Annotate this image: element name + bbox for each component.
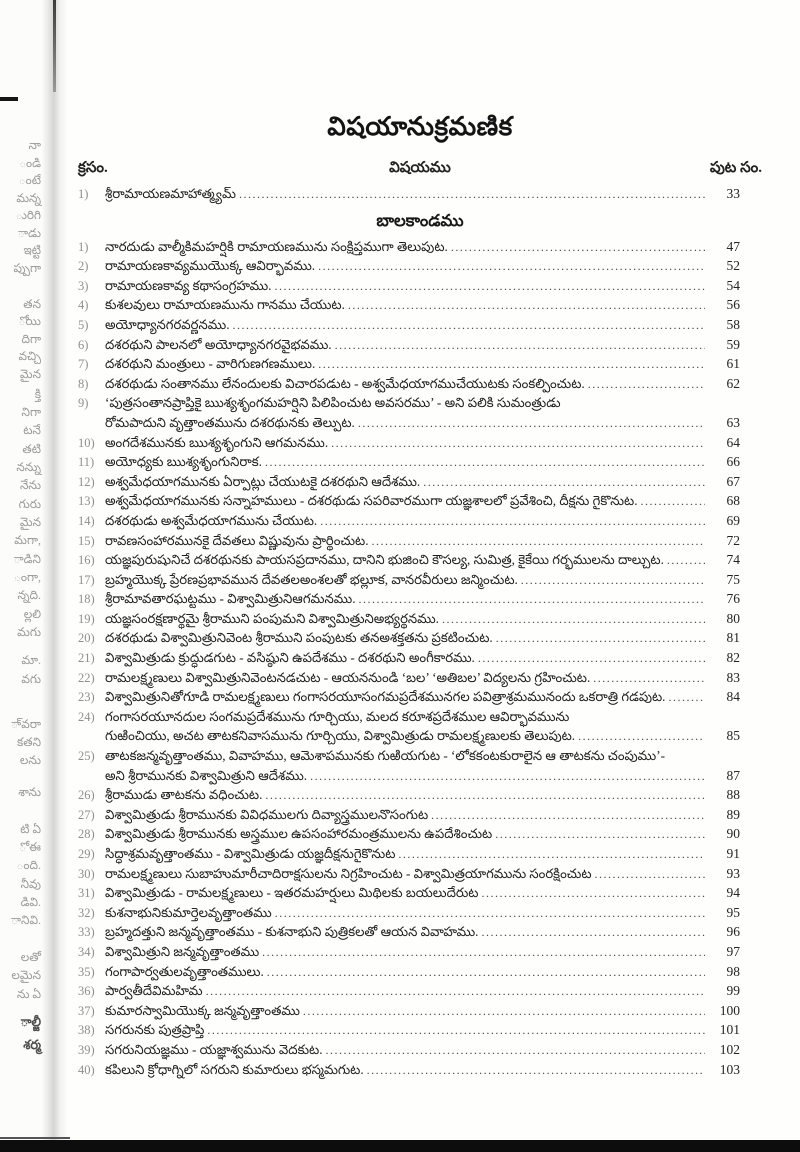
toc-entry-row bbox=[78, 1042, 762, 1062]
leader-dots bbox=[318, 259, 705, 274]
leader-dots bbox=[359, 592, 705, 607]
leader-dots bbox=[207, 1023, 705, 1038]
entry-text: గంగాపార్వతులవృత్తాంతములు. bbox=[105, 963, 264, 979]
entry-page-number: 75 bbox=[726, 571, 740, 587]
leader-dots bbox=[372, 534, 706, 549]
leader-dots bbox=[265, 455, 705, 470]
leader-dots bbox=[398, 847, 705, 862]
bleed-through-fragment: ాడు bbox=[17, 226, 41, 240]
entry-number: 18) bbox=[78, 592, 95, 607]
bleed-through-fragment: తటి bbox=[22, 442, 41, 456]
entry-page-number: 101 bbox=[719, 1022, 740, 1038]
entry-page-number: 62 bbox=[726, 375, 740, 391]
leader-dots bbox=[335, 338, 705, 353]
column-header-serial: క్రసం. bbox=[78, 160, 108, 176]
toc-entry-row bbox=[78, 317, 762, 337]
bleed-through-fragment: ాల్జీ bbox=[20, 1014, 41, 1029]
toc-entry-row bbox=[78, 689, 762, 709]
toc-entry-row bbox=[78, 297, 762, 317]
bleed-through-fragment: లతో bbox=[20, 950, 41, 964]
entry-text: గుఱించియు, అచట తాటకనివాసమును గూర్చియు, విశ్వామిత్రుడు రామలక్ష్మణులకు తెలుపుట. bbox=[105, 728, 576, 744]
entry-text: దశరథుడు సంతానము లేనందులకు విచారపడుట - అశ్వమేధయాగముచేయుటకు సంకల్పించుట. bbox=[105, 375, 585, 391]
section-heading: బాలకాండము bbox=[376, 210, 464, 230]
entry-number: 11) bbox=[78, 455, 95, 470]
entry-text: విశ్వామిత్రుడు శ్రీరామునకు అస్త్రముల ఉపసంహారమంత్రములను ఉపదేశించుట bbox=[105, 826, 493, 842]
previous-page-edge bbox=[0, 0, 46, 1152]
scan-bottom-border bbox=[0, 1140, 800, 1152]
bleed-through-fragment: టి ఏ bbox=[20, 822, 41, 836]
preface-list bbox=[78, 186, 762, 206]
entry-text: తాటకజన్మవృత్తాంతము, వివాహము, ఆమెశాపమునకు గుఱియగుట - ‘లోకకంటకురాలైన ఆ తాటకను చంపుము’- bbox=[105, 748, 665, 764]
leader-dots bbox=[358, 416, 705, 431]
entry-page-number: 72 bbox=[726, 532, 740, 548]
entry-number: 15) bbox=[78, 533, 95, 548]
bleed-through-fragment: ను ఏ bbox=[16, 987, 41, 1001]
toc-entry-row bbox=[78, 885, 762, 905]
entry-number: 40) bbox=[78, 1062, 95, 1077]
bleed-through-fragment: గురు bbox=[18, 497, 41, 511]
leader-dots bbox=[668, 690, 705, 705]
entry-page-number: 58 bbox=[726, 316, 740, 332]
entry-page-number: 33 bbox=[726, 186, 740, 201]
bleed-through-fragment: ా్వరా bbox=[11, 717, 41, 731]
entry-text: శ్రీరామాయణమాహాత్మ్యమ్ bbox=[105, 186, 236, 201]
entry-page-number: 52 bbox=[726, 258, 740, 274]
entry-page-number: 81 bbox=[726, 630, 740, 646]
bleed-through-fragment: తన bbox=[23, 297, 41, 311]
entry-number: 33) bbox=[78, 925, 95, 940]
toc-entry-row bbox=[78, 513, 762, 533]
bleed-through-fragment: టనే bbox=[23, 423, 41, 437]
column-header-subject: విషయము bbox=[389, 160, 451, 176]
bleed-through-fragment: ల్లలి bbox=[23, 607, 41, 621]
toc-list bbox=[78, 239, 762, 1082]
leader-dots bbox=[431, 808, 705, 823]
leader-dots bbox=[303, 1004, 705, 1019]
entry-text: దశరథుని పాలనలో అయోధ్యానగరవైభవము. bbox=[105, 336, 332, 352]
leader-dots bbox=[595, 867, 705, 882]
entry-number: 4) bbox=[78, 298, 89, 313]
entry-page-number: 61 bbox=[726, 356, 740, 372]
bleed-through-fragment: ఇట్టి bbox=[23, 243, 41, 257]
bleed-through-fragment: వచ్చి bbox=[18, 349, 41, 363]
entry-number: 22) bbox=[78, 670, 95, 685]
entry-text: రావణసంహారమునకై దేవతలు విష్ణువును ప్రార్థించుట. bbox=[105, 532, 369, 548]
bleed-through-fragment: శాను bbox=[18, 785, 41, 799]
entry-number: 8) bbox=[78, 376, 89, 391]
bleed-through-fragment: ప్పుగా bbox=[13, 261, 41, 275]
toc-entry-row bbox=[78, 807, 762, 827]
leader-dots bbox=[593, 671, 705, 686]
entry-text: ‘పుత్రసంతానప్రాప్తికై ఋశ్యశృంగమహర్షిని పిలిపించుట అవసరము’ - అని పలికి సుమంత్రుడు bbox=[105, 395, 561, 411]
entry-page-number: 56 bbox=[726, 297, 740, 313]
bleed-through-fragment: నేను bbox=[19, 478, 41, 492]
leader-dots bbox=[495, 827, 705, 842]
entry-number: 24) bbox=[78, 709, 95, 724]
entry-text: కుశలవులు రామాయణమును గానము చేయుట. bbox=[105, 297, 345, 313]
entry-text: విశ్వామిత్రుని జన్మవృత్తాంతము bbox=[105, 943, 260, 959]
entry-number: 27) bbox=[78, 807, 95, 822]
entry-text: యజ్ఞసంరక్షణార్థమై శ్రీరాముని పంపుమని విశ్వామిత్రునిఅభ్యర్థనము. bbox=[105, 610, 439, 626]
entry-text: కపిలుని క్రోధాగ్నిలో సగరుని కుమారులు భస్మమగుట. bbox=[105, 1061, 364, 1077]
toc-entry-row bbox=[78, 787, 762, 807]
entry-page-number: 84 bbox=[726, 689, 740, 705]
entry-page-number: 93 bbox=[726, 865, 740, 881]
entry-text: పార్వతీదేవిమహిమ bbox=[105, 983, 203, 999]
entry-text: అంగదేశమునకు ఋశ్యశృంగుని ఆగమనము. bbox=[105, 434, 329, 450]
bleed-through-fragment: ోయి bbox=[18, 314, 41, 328]
entry-number: 30) bbox=[78, 866, 95, 881]
entry-page-number: 85 bbox=[726, 728, 740, 744]
entry-text: విశ్వామిత్రుడు శ్రీరామునకు వివిధములగు దివ్యాస్త్రములనొసంగుట bbox=[105, 806, 429, 822]
bleed-through-fragment: ురిగి bbox=[15, 208, 41, 222]
toc-entry-row bbox=[78, 709, 762, 729]
toc-entry-row bbox=[78, 866, 762, 886]
bleed-through-fragment: మా. bbox=[21, 653, 41, 667]
entry-page-number: 97 bbox=[726, 943, 740, 959]
entry-text: సగరునకు పుత్రప్రాప్తి bbox=[105, 1022, 205, 1038]
entry-page-number: 91 bbox=[726, 846, 740, 861]
entry-text: బ్రహ్మయొక్క ప్రేరణప్రభావమున దేవతలఅంశలతో భల్లూక, వానరవీరులు జన్మించుట. bbox=[105, 571, 518, 587]
leader-dots bbox=[275, 906, 705, 921]
entry-text: రామలక్ష్మణులు విశ్వామిత్రునివెంటనడచుట - ఆయననుండి ‘బల’ ‘అతిబల’ విద్యలను గ్రహించుట. bbox=[105, 669, 591, 685]
entry-number: 37) bbox=[78, 1003, 95, 1018]
entry-page-number: 76 bbox=[726, 591, 740, 607]
leader-dots bbox=[451, 240, 705, 255]
toc-entry-row bbox=[78, 1022, 762, 1042]
bleed-through-fragment: కతని bbox=[16, 735, 41, 749]
entry-page-number: 102 bbox=[719, 1041, 740, 1057]
entry-text: గంగాసరయూనదుల సంగమప్రదేశమును గూర్చియు, మలద కరూశప్రదేశముల ఆవిర్భావమును bbox=[105, 708, 570, 724]
bleed-through-fragment: ండి bbox=[19, 156, 41, 170]
entry-text: విశ్వామిత్రునితోగూడి రామలక్ష్మణులు గంగాసరయూసంగమప్రదేశమునగల పవిత్రాశ్రమమునందు ఒకరాత్రి గడపుట. bbox=[105, 689, 666, 705]
leader-dots bbox=[367, 1063, 705, 1078]
bleed-through-fragment: ంటే bbox=[18, 173, 41, 187]
bleed-through-fragment: నీవు bbox=[20, 877, 41, 891]
bleed-through-fragment: ంగా, bbox=[13, 570, 41, 584]
entry-number: 38) bbox=[78, 1023, 95, 1038]
toc-entry-row bbox=[78, 356, 762, 376]
toc-entry-row bbox=[78, 650, 762, 670]
entry-number: 35) bbox=[78, 964, 95, 979]
leader-dots bbox=[331, 436, 705, 451]
bleed-through-fragment: లమైన bbox=[11, 968, 41, 982]
toc-entry-row bbox=[78, 239, 762, 259]
entry-page-number: 94 bbox=[726, 885, 740, 901]
entry-number: 17) bbox=[78, 572, 95, 587]
entry-number: 29) bbox=[78, 847, 95, 861]
entry-page-number: 69 bbox=[726, 512, 740, 528]
entry-number: 28) bbox=[78, 827, 95, 842]
entry-page-number: 63 bbox=[726, 414, 740, 430]
toc-entry-row bbox=[78, 258, 762, 278]
entry-number: 7) bbox=[78, 357, 89, 372]
entry-text: అశ్వమేధయాగమునకు ఏర్పాట్లు చేయుటకై దశరథుని ఆదేశము. bbox=[105, 473, 421, 489]
toc-entry-row bbox=[78, 415, 762, 435]
toc-entry-row bbox=[78, 435, 762, 455]
entry-number: 23) bbox=[78, 690, 95, 705]
bleed-through-fragment: ానివి. bbox=[10, 913, 41, 927]
bleed-through-fragment: క్తి bbox=[34, 387, 41, 401]
leader-dots bbox=[267, 965, 705, 980]
leader-dots bbox=[239, 187, 705, 202]
leader-dots bbox=[348, 298, 705, 313]
entry-text: విశ్వామిత్రుడు క్రుద్ధుడగుట - వసిష్ఠుని ఉపదేశము - దశరథుని అంగీకారము. bbox=[105, 650, 475, 666]
page-gutter-shadow bbox=[42, 0, 68, 1140]
entry-page-number: 80 bbox=[726, 610, 740, 626]
entry-text: రామలక్ష్మణులు సుబాహుమారీచాదిరాక్షసులను నిగ్రహించుట - విశ్వామిత్రయాగమును సంరక్షించుట bbox=[105, 865, 592, 881]
bleed-through-fragment: డివి. bbox=[20, 895, 41, 909]
entry-text: అని శ్రీరామునకు విశ్వామిత్రుని ఆదేశము. bbox=[105, 767, 308, 783]
toc-entry-row bbox=[78, 983, 762, 1003]
bleed-through-fragment: మైన bbox=[19, 515, 41, 529]
entry-number: 26) bbox=[78, 788, 95, 803]
leader-dots bbox=[265, 788, 705, 803]
leader-dots bbox=[318, 357, 705, 372]
leader-dots bbox=[442, 612, 705, 627]
bleed-through-fragment: నన్ను bbox=[16, 460, 41, 474]
toc-entry-row bbox=[78, 454, 762, 474]
entry-page-number: 96 bbox=[726, 924, 740, 940]
leader-dots bbox=[320, 514, 705, 529]
entry-number: 36) bbox=[78, 984, 95, 999]
bleed-through-fragment: శర్మ bbox=[23, 1037, 41, 1052]
entry-number: 1) bbox=[78, 239, 89, 254]
entry-number: 1) bbox=[78, 187, 89, 201]
entry-page-number: 66 bbox=[726, 454, 740, 470]
scan-artifact-dash bbox=[0, 97, 18, 101]
entry-number: 32) bbox=[78, 905, 95, 920]
toc-entry-row bbox=[78, 376, 762, 396]
toc-entry-row bbox=[78, 572, 762, 592]
entry-text: నారదుడు వాల్మీకిమహర్షికి రామాయణమును సంక్షిప్తముగా తెలుపుట. bbox=[105, 238, 448, 254]
entry-text: యజ్ఞపురుషునిచే దశరథునకు పాయసప్రదానము, దానిని భుజించి కౌసల్య, సుమిత్ర, కైకేయి గర్భములను దాల్చుట. bbox=[105, 552, 664, 568]
entry-page-number: 68 bbox=[726, 493, 740, 509]
leader-dots bbox=[481, 925, 705, 940]
entry-page-number: 54 bbox=[726, 277, 740, 293]
toc-entry-row bbox=[78, 846, 762, 866]
entry-page-number: 74 bbox=[726, 552, 740, 568]
entry-page-number: 100 bbox=[719, 1002, 740, 1018]
bleed-through-fragment: మగా, bbox=[14, 533, 41, 547]
toc-entry-row bbox=[78, 395, 762, 415]
entry-text: అశ్వమేధయాగమునకు సన్నాహములు - దశరథుడు సపరివారముగా యజ్ఞశాలలో ప్రవేశించి, దీక్షను గైకొనుట. bbox=[105, 493, 638, 509]
entry-page-number: 87 bbox=[726, 767, 740, 783]
bleed-through-fragment: న్నది. bbox=[17, 588, 41, 602]
entry-number: 14) bbox=[78, 513, 95, 528]
leader-dots bbox=[481, 886, 705, 901]
bleed-through-fragment: ంది. bbox=[16, 858, 41, 872]
toc-entry-row bbox=[78, 670, 762, 690]
entry-text: దశరథుడు అశ్వమేధయాగమును చేయుట. bbox=[105, 512, 318, 528]
entry-number: 13) bbox=[78, 494, 95, 509]
leader-dots bbox=[578, 729, 705, 744]
entry-text: సిద్ధాశ్రమవృత్తాంతము - విశ్వామిత్రుడు యజ్ఞదీక్షనుగైకొనుట bbox=[105, 846, 396, 861]
leader-dots bbox=[262, 945, 705, 960]
entry-page-number: 90 bbox=[726, 826, 740, 842]
entry-page-number: 103 bbox=[719, 1061, 740, 1077]
entry-number: 20) bbox=[78, 631, 95, 646]
toc-entry-row bbox=[78, 944, 762, 964]
toc-entry-row bbox=[78, 1003, 762, 1023]
leader-dots bbox=[274, 279, 705, 294]
entry-page-number: 99 bbox=[726, 983, 740, 999]
entry-page-number: 64 bbox=[726, 434, 740, 450]
entry-number: 3) bbox=[78, 278, 89, 293]
leader-dots bbox=[233, 318, 705, 333]
entry-text: విశ్వామిత్రుడు - రామలక్ష్మణులు - ఇతరమహర్షులు మిథిలకు బయలుదేరుట bbox=[105, 885, 479, 901]
entry-page-number: 89 bbox=[726, 806, 740, 822]
entry-number: 10) bbox=[78, 435, 95, 450]
entry-text: అయోధ్యానగరవర్ణనము. bbox=[105, 316, 230, 332]
toc-entry-row bbox=[78, 905, 762, 925]
entry-page-number: 47 bbox=[726, 238, 740, 254]
toc-entry-row bbox=[78, 337, 762, 357]
entry-page-number: 95 bbox=[726, 904, 740, 920]
bleed-through-fragment: నిగా bbox=[21, 405, 41, 419]
toc-entry-row bbox=[78, 533, 762, 553]
entry-text: రామాయణకావ్య కథాసంగ్రహము. bbox=[105, 277, 272, 293]
toc-entry-row bbox=[78, 474, 762, 494]
toc-entry-row bbox=[78, 924, 762, 944]
entry-text: దశరథుడు విశ్వామిత్రునివెంట శ్రీరాముని పంపుటకు తనఅశక్తతను ప్రకటించుట. bbox=[105, 630, 493, 646]
bleed-through-fragment: నా bbox=[28, 138, 41, 152]
toc-entry-row bbox=[78, 278, 762, 298]
toc-entry-row bbox=[78, 768, 762, 788]
leader-dots bbox=[478, 651, 705, 666]
toc-entry-row bbox=[78, 493, 762, 513]
toc-entry-row bbox=[78, 964, 762, 984]
entry-number: 34) bbox=[78, 944, 95, 959]
leader-dots bbox=[496, 631, 705, 646]
entry-text: అయోధ్యకు ఋశ్యశృంగునిరాక. bbox=[105, 454, 262, 470]
column-header-page: పుట సం. bbox=[709, 160, 762, 176]
toc-entry-row bbox=[78, 826, 762, 846]
entry-number: 5) bbox=[78, 317, 89, 332]
leader-dots bbox=[206, 984, 705, 999]
leader-dots bbox=[521, 573, 705, 588]
bleed-through-fragment: మన్న bbox=[16, 191, 41, 205]
leader-dots bbox=[641, 494, 705, 509]
entry-number: 31) bbox=[78, 886, 95, 901]
toc-entry-row bbox=[78, 748, 762, 768]
toc-content bbox=[78, 112, 762, 1081]
entry-number: 9) bbox=[78, 396, 89, 411]
leader-dots bbox=[588, 377, 705, 392]
toc-entry-row bbox=[78, 611, 762, 631]
toc-entry-row bbox=[78, 552, 762, 572]
entry-text: కుశనాభునికుమార్తెలవృత్తాంతము bbox=[105, 904, 272, 920]
entry-page-number: 67 bbox=[726, 473, 740, 489]
leader-dots bbox=[310, 769, 705, 784]
toc-entry-row bbox=[78, 1062, 762, 1082]
bleed-through-fragment: ో ఈ bbox=[19, 840, 41, 854]
bleed-through-fragment: లను bbox=[19, 753, 41, 767]
entry-number: 39) bbox=[78, 1042, 95, 1057]
gutter-fold-line bbox=[53, 0, 56, 92]
entry-number: 6) bbox=[78, 337, 89, 352]
bleed-through-fragment: ాడిని bbox=[13, 552, 41, 566]
toc-entry-row bbox=[78, 186, 762, 206]
entry-page-number: 83 bbox=[726, 669, 740, 685]
entry-text: కుమారస్వామియొక్క జన్మవృత్తాంతము bbox=[105, 1002, 300, 1018]
bleed-through-fragment: మగు bbox=[17, 625, 41, 639]
entry-page-number: 82 bbox=[726, 650, 740, 666]
bleed-through-fragment: వగు bbox=[21, 672, 41, 686]
entry-number: 21) bbox=[78, 651, 95, 666]
leader-dots bbox=[326, 1043, 705, 1058]
entry-page-number: 98 bbox=[726, 963, 740, 979]
column-headers bbox=[78, 160, 762, 180]
toc-entry-row bbox=[78, 728, 762, 748]
entry-number: 16) bbox=[78, 553, 95, 568]
entry-text: రామాయణకావ్యముయొక్క ఆవిర్భావము. bbox=[105, 258, 316, 274]
toc-entry-row bbox=[78, 591, 762, 611]
entry-number: 19) bbox=[78, 611, 95, 626]
entry-text: బ్రహ్మదత్తుని జన్మవృత్తాంతము - కుశనాభుని పుత్రికలతో ఆయన వివాహము. bbox=[105, 924, 479, 940]
leader-dots bbox=[423, 475, 705, 490]
entry-page-number: 88 bbox=[726, 787, 740, 803]
entry-number: 2) bbox=[78, 259, 89, 274]
entry-number: 12) bbox=[78, 474, 95, 489]
entry-text: శ్రీరామావతారఘట్టము - విశ్వామిత్రునిఆగమనము. bbox=[105, 591, 356, 607]
page-title: విషయానుక్రమణిక bbox=[327, 112, 513, 141]
bleed-through-fragment: మైన bbox=[19, 367, 41, 381]
bleed-through-fragment: దిగా bbox=[21, 332, 41, 346]
leader-dots bbox=[667, 553, 705, 568]
entry-text: సగరునియజ్ఞము - యజ్ఞాశ్వమును వెదకుట. bbox=[105, 1041, 323, 1057]
toc-entry-row bbox=[78, 630, 762, 650]
entry-page-number: 59 bbox=[726, 336, 740, 352]
entry-number: 25) bbox=[78, 749, 95, 764]
entry-text: రోమపాదుని వృత్తాంతమును దశరథునకు తెల్పుట. bbox=[105, 414, 355, 430]
entry-text: దశరథుని మంత్రులు - వారిగుణగణములు. bbox=[105, 356, 316, 372]
entry-text: శ్రీరాముడు తాటకను వధించుట. bbox=[105, 787, 263, 803]
